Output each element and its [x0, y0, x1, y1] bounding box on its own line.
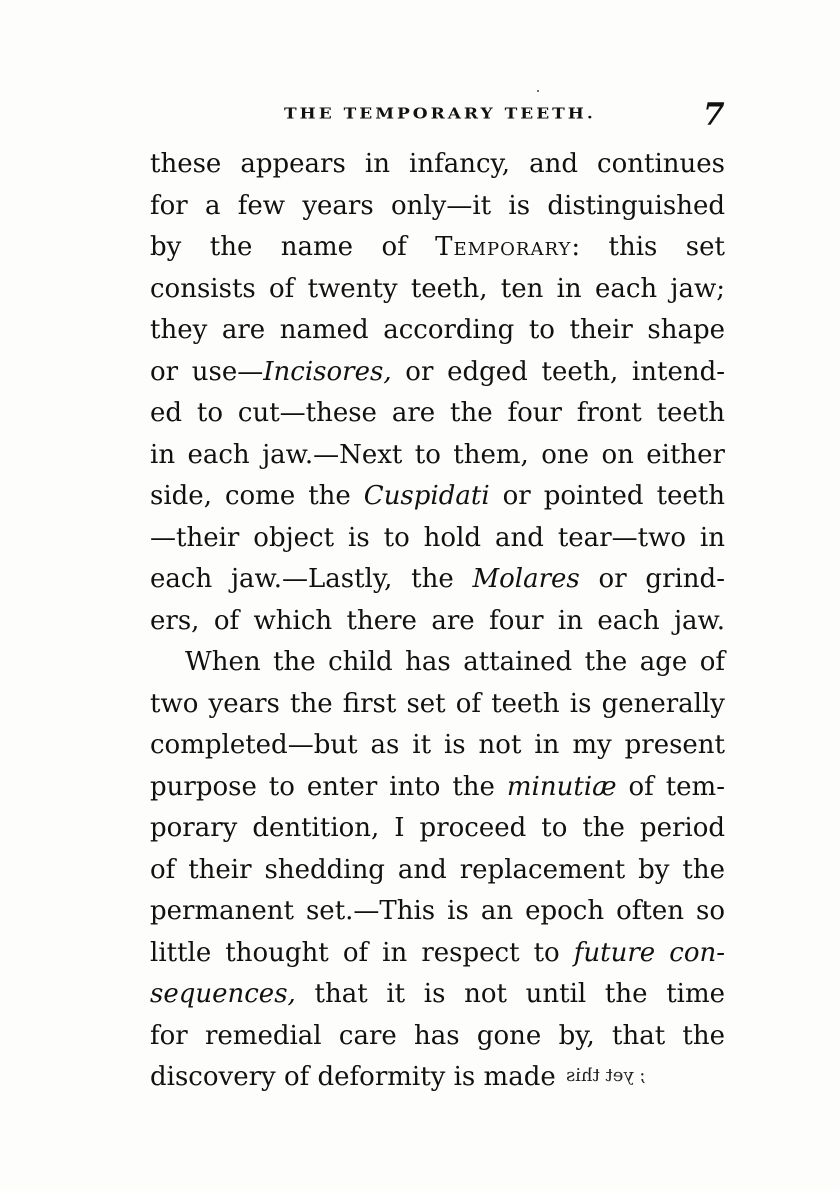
- text-run: side, come the: [150, 481, 364, 511]
- text-line: [150, 767, 725, 809]
- text-line: porary dentition, I proceed to the period: [150, 813, 725, 843]
- page-number: 7: [703, 97, 725, 133]
- text-line: When the child has attained the age of: [185, 647, 725, 677]
- text-line: ed to cut—these are the four front teeth: [150, 398, 725, 428]
- text-line: [150, 1057, 725, 1099]
- text-run: purpose to enter into the: [150, 771, 507, 802]
- text-run: : this set: [571, 232, 725, 262]
- text-line: of their shedding and replacement by the: [150, 854, 725, 885]
- text-line: [150, 559, 725, 601]
- italic-term: future con-: [573, 937, 726, 968]
- text-run: each jaw.—Lastly, the: [150, 564, 473, 594]
- text-line: these appears in infancy, and continues: [150, 149, 725, 179]
- text-line: [150, 227, 725, 269]
- text-run: or edged teeth, intend-: [391, 356, 725, 387]
- italic-term: Incisores,: [263, 356, 392, 387]
- text-run: discovery of deformity is made: [150, 1062, 556, 1092]
- text-run: or use—: [150, 356, 264, 387]
- text-line: [150, 352, 725, 394]
- text-line: ers, of which there are four in each jaw.: [150, 605, 725, 636]
- text-run: or pointed teeth: [489, 481, 725, 511]
- catchword-faint: ; yet this: [565, 1065, 646, 1086]
- text-run: by the name of: [150, 232, 436, 262]
- italic-term: Molares: [472, 564, 580, 594]
- text-line: —their object is to hold and tear—two in: [150, 522, 725, 553]
- italic-term: minutiæ: [506, 771, 617, 802]
- running-head: THE TEMPORARY TEETH.: [284, 105, 596, 123]
- paragraph-temporary-set: [150, 144, 725, 642]
- text-line: permanent set.—This is an epoch often so: [150, 896, 725, 926]
- text-line: [150, 933, 725, 975]
- text-run: or grind-: [579, 564, 725, 594]
- text-line: they are named according to their shape: [150, 315, 725, 345]
- text-line: completed—but as it is not in my present: [150, 730, 725, 760]
- text-line: [150, 974, 725, 1016]
- small-caps-term: Temporary: [435, 232, 572, 262]
- text-line: consists of twenty teeth, ten in each jaw;: [150, 273, 725, 304]
- italic-term: Cuspidati: [363, 481, 490, 511]
- text-line: [150, 476, 725, 518]
- text-line: for a few years only—it is distinguished: [150, 190, 725, 221]
- printing-speck: [537, 90, 539, 92]
- text-run: of tem-: [616, 771, 725, 802]
- text-run: little thought of in respect to: [150, 937, 574, 968]
- paragraph-shedding: [150, 642, 725, 1099]
- text-line: for remedial care has gone by, that the: [150, 1020, 725, 1051]
- text-line: two years the first set of teeth is generally: [150, 688, 725, 719]
- text-run: that it is not until the time: [295, 979, 725, 1009]
- italic-term: sequences,: [150, 979, 296, 1009]
- text-line: in each jaw.—Next to them, one on either: [150, 439, 725, 470]
- body-text: [150, 144, 725, 1099]
